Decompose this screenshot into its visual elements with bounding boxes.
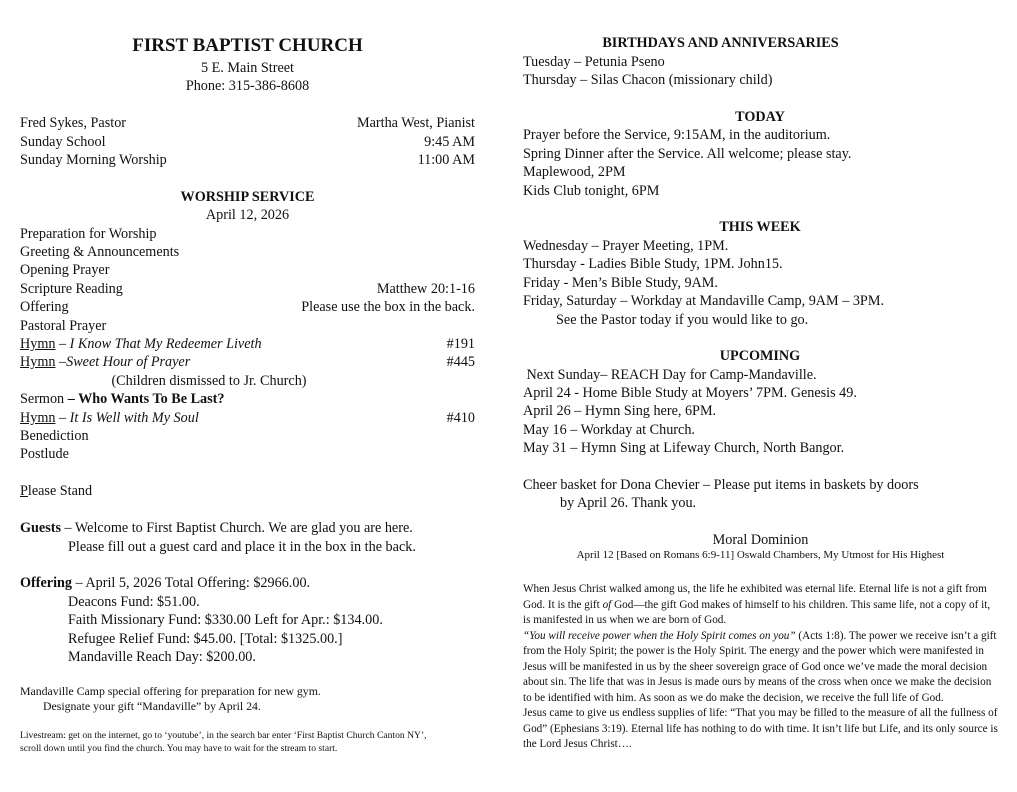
order-hymn-1: [20, 335, 475, 353]
order-postlude: Postlude: [20, 446, 69, 462]
this-week-item-3: Friday - Men’s Bible Study, 9AM.: [523, 275, 718, 291]
upcoming-item-2: April 24 - Home Bible Study at Moyers’ 7PM. Genesis 49.: [523, 385, 857, 401]
today-item-4: Kids Club tonight, 6PM: [523, 183, 660, 199]
order-offering: [20, 298, 475, 316]
this-week-item-2: Thursday - Ladies Bible Study, 1PM. John15.: [523, 256, 783, 272]
guests-welcome: – Welcome to First Baptist Church. We are glad you are here.: [61, 520, 413, 536]
livestream-line-2: scroll down until you find the church. You may have to wait for the stream to start.: [20, 743, 338, 754]
guests-line-1: [20, 519, 475, 537]
mandaville-reach-day: Mandaville Reach Day: $200.00.: [68, 649, 256, 665]
hymn-3-title: It Is Well with My Soul: [69, 410, 199, 426]
offering-label: Offering: [20, 299, 69, 315]
devotional-p2-text: (Acts 1:8). The power we receive isn’t a gift from the Holy Spirit; the power is the Holy Spirit. The energy and the power which were manifested in Jesus will be manifested in us by the sheer sovereign grace of God once we’ve made the moral decision about sin. The life that was in Jesus is made ours by means of the cross when once we make the decision to be identified with him. As soon as we do make the decision, we receive the full life of God.: [523, 629, 997, 704]
devotional-p1-of: of: [602, 598, 612, 611]
worship-service-heading: WORSHIP SERVICE: [180, 189, 315, 205]
order-sermon: [20, 390, 475, 408]
church-name: FIRST BAPTIST CHURCH: [132, 35, 363, 56]
church-address: 5 E. Main Street: [201, 60, 294, 76]
pianist-name: Martha West, Pianist: [357, 115, 475, 131]
upcoming-item-4: May 16 – Workday at Church.: [523, 422, 695, 438]
sermon-title: – Who Wants To Be Last?: [67, 391, 225, 407]
worship-time: 11:00 AM: [417, 152, 475, 168]
devotional-paragraph-2: [523, 629, 998, 707]
hymn-2-title: Sweet Hour of Prayer: [66, 354, 191, 370]
upcoming-heading: UPCOMING: [719, 348, 801, 364]
upcoming-item-1: Next Sunday– REACH Day for Camp-Mandaville.: [523, 367, 817, 383]
hymn-3-number: #410: [446, 410, 475, 426]
this-week-heading: THIS WEEK: [719, 219, 801, 235]
today-item-3: Maplewood, 2PM: [523, 164, 626, 180]
devotional-source: April 12 [Based on Romans 6:9-11] Oswald Chambers, My Utmost for His Highest: [576, 549, 945, 561]
order-hymn-3: [20, 409, 475, 427]
today-item-1: Prayer before the Service, 9:15AM, in the auditorium.: [523, 127, 831, 143]
order-benediction: Benediction: [20, 428, 89, 444]
birthday-item-2: Thursday – Silas Chacon (missionary child): [523, 72, 773, 88]
hymn-1-title: I Know That My Redeemer Liveth: [69, 336, 262, 352]
hymn-2-number: #445: [446, 354, 475, 370]
hymn-1-prefix: Hymn: [20, 336, 56, 352]
faith-missionary-fund: Faith Missionary Fund: $330.00 Left for Apr.: $134.00.: [68, 612, 383, 628]
devotional-quote: “You will receive power when the Holy Spirit comes on you”: [523, 629, 796, 642]
hymn-2-sep: –: [55, 354, 67, 370]
order-hymn-2: [20, 353, 475, 371]
devotional-title: Moral Dominion: [712, 532, 809, 548]
sunday-school-time: 9:45 AM: [424, 134, 475, 150]
children-dismissed-note: (Children dismissed to Jr. Church): [111, 373, 307, 389]
this-week-item-1: Wednesday – Prayer Meeting, 1PM.: [523, 238, 729, 254]
offering-report-label: Offering: [20, 575, 73, 591]
stand-prefix: P: [20, 483, 28, 499]
today-heading: TODAY: [735, 109, 785, 125]
pastor-row: [20, 114, 475, 132]
hymn-3-prefix: Hymn: [20, 410, 56, 426]
devotional-paragraph-1: [523, 582, 998, 629]
hymn-3-sep: –: [55, 410, 70, 426]
order-scripture: [20, 280, 475, 298]
sunday-school-label: Sunday School: [20, 134, 106, 150]
birthday-item-1: Tuesday – Petunia Pseno: [523, 54, 665, 70]
please-stand-legend: [20, 482, 475, 500]
livestream-line-1: Livestream: get on the internet, go to ‘youtube’, in the search bar enter ‘First Baptist Church Canton NY’,: [20, 730, 427, 741]
order-preparation: Preparation for Worship: [20, 226, 157, 242]
scripture-label: Scripture Reading: [20, 281, 123, 297]
cheer-basket-line-2: by April 26. Thank you.: [560, 495, 697, 511]
order-opening-prayer: Opening Prayer: [20, 262, 110, 278]
devotional-p1-part-b: God—the gift God makes of himself to his children. This same life, not a copy of it, is manifested in us when we are born of God.: [523, 598, 991, 626]
stand-rest: lease Stand: [27, 483, 93, 499]
camp-note-line-2: Designate your gift “Mandaville” by April 24.: [43, 699, 261, 713]
devotional-p1-part-a: When Jesus Christ walked among us, the life he exhibited was eternal life. Eternal life is not a gift from God. It is the gift: [523, 583, 987, 611]
hymn-1-sep: –: [55, 336, 70, 352]
camp-note-line-1: Mandaville Camp special offering for preparation for new gym.: [20, 684, 321, 698]
church-phone: Phone: 315-386-8608: [185, 78, 310, 94]
offering-report-summary: – April 5, 2026 Total Offering: $2966.00.: [72, 575, 311, 591]
hymn-1-number: #191: [446, 336, 475, 352]
sermon-label: Sermon: [20, 391, 68, 407]
guests-line-2: Please fill out a guest card and place it in the box in the back.: [68, 539, 416, 555]
sunday-school-row: [20, 133, 475, 151]
refugee-relief-fund: Refugee Relief Fund: $45.00. [Total: $1325.00.]: [68, 631, 343, 647]
this-week-item-4: Friday, Saturday – Workday at Mandaville Camp, 9AM – 3PM.: [523, 293, 884, 309]
worship-row: [20, 151, 475, 169]
guests-label: Guests: [20, 520, 61, 536]
worship-label: Sunday Morning Worship: [20, 152, 167, 168]
service-date: April 12, 2026: [205, 207, 290, 223]
devotional-paragraph-3: Jesus came to give us endless supplies of life: “That you may be filled to the measure of all the fullness of God” (Ephesians 3:19). Eternal life has nothing to do with time. It isn’t life but Life, and its only source is the Lord Jesus Christ….: [523, 707, 998, 750]
order-pastoral-prayer: Pastoral Prayer: [20, 318, 107, 334]
this-week-note: See the Pastor today if you would like to go.: [556, 312, 809, 328]
cheer-basket-line-1: Cheer basket for Dona Chevier – Please put items in baskets by doors: [523, 477, 919, 493]
devotional-body: [523, 582, 998, 753]
upcoming-item-5: May 31 – Hymn Sing at Lifeway Church, North Bangor.: [523, 440, 845, 456]
offering-report-line: [20, 574, 475, 592]
offering-note: Please use the box in the back.: [301, 299, 475, 315]
deacons-fund: Deacons Fund: $51.00.: [68, 594, 200, 610]
scripture-reference: Matthew 20:1-16: [376, 281, 475, 297]
birthdays-heading: BIRTHDAYS AND ANNIVERSARIES: [602, 35, 839, 51]
hymn-2-prefix: Hymn: [20, 354, 56, 370]
order-greeting: Greeting & Announcements: [20, 244, 180, 260]
pastor-name: Fred Sykes, Pastor: [20, 115, 127, 131]
today-item-2: Spring Dinner after the Service. All welcome; please stay.: [523, 146, 852, 162]
upcoming-item-3: April 26 – Hymn Sing here, 6PM.: [523, 403, 717, 419]
